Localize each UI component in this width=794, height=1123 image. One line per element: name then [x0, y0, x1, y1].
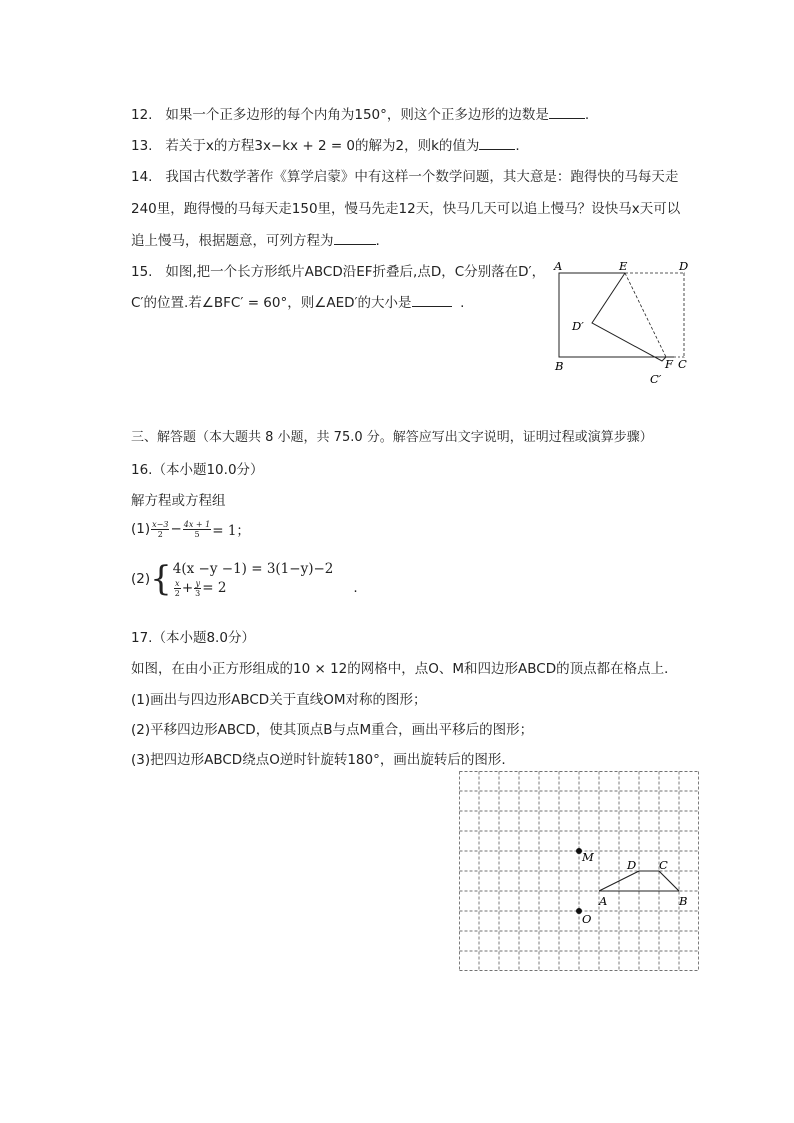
q17-part1: (1)画出与四边形ABCD关于直线OM对称的图形；	[131, 692, 427, 708]
question-15-line1	[131, 260, 545, 280]
q16-p1-rhs: = 1；	[212, 523, 250, 539]
rectangle-abcd	[559, 273, 684, 357]
denominator: 2	[174, 588, 180, 598]
q15-end: .	[460, 295, 465, 311]
q14-line1: 我国古代数学著作《算学启蒙》中有这样一个数学问题，其大意是：跑得快的马每天走	[165, 169, 679, 185]
label-a: A	[599, 894, 608, 908]
numerator: 4x + 1	[183, 519, 211, 529]
fraction-2	[183, 520, 211, 539]
label-b: B	[555, 359, 564, 373]
answer-blank[interactable]	[334, 232, 376, 245]
answer-blank[interactable]	[412, 294, 452, 307]
q16-p2-label: (2)	[131, 571, 151, 587]
q17-intro: 如图，在由小正方形组成的10 × 12的网格中，点O、M和四边形ABCD的顶点都在格点上．	[131, 661, 678, 677]
fraction-x	[174, 579, 181, 598]
q13-text: 若关于x的方程3x−kx + 2 = 0的解为2，则k的值为	[165, 138, 480, 154]
numerator: x	[175, 578, 180, 588]
label-o: O	[582, 912, 592, 926]
equation-1: 4(x −y −1) = 3(1−y)−2	[172, 561, 334, 577]
q12-end: .	[584, 107, 590, 123]
q13-end: .	[515, 138, 520, 154]
fraction-y	[194, 579, 201, 598]
label-c: C	[678, 357, 687, 371]
answer-blank[interactable]	[479, 137, 515, 150]
answer-blank[interactable]	[549, 106, 585, 119]
label-e: E	[619, 259, 628, 273]
numerator: y	[195, 578, 200, 588]
q16-part1	[131, 519, 250, 539]
question-15-line2	[131, 291, 464, 311]
question-12	[131, 103, 589, 123]
label-f: F	[665, 357, 673, 371]
side-cb	[659, 871, 679, 891]
minus-sign: −	[170, 521, 182, 537]
numerator: x−3	[152, 519, 169, 529]
denominator: 2	[157, 529, 163, 539]
denominator: 3	[195, 588, 201, 598]
label-a: A	[554, 259, 563, 273]
label-d: D	[627, 858, 637, 872]
grid-figure	[459, 771, 699, 971]
q17-part2: (2)平移四边形ABCD，使其顶点B与点M重合，画出平移后的图形；	[131, 722, 534, 738]
question-14-line3	[131, 229, 380, 249]
label-b: B	[679, 894, 688, 908]
question-13	[131, 134, 520, 154]
q15-number: 15.	[131, 264, 153, 280]
q16-intro: 解方程或方程组	[131, 493, 226, 509]
q16-p2-end: .	[353, 580, 358, 596]
label-d-prime: D′	[572, 319, 584, 333]
q17-part3: (3)把四边形ABCD绕点O逆时针旋转180°，画出旋转后的图形.	[131, 752, 506, 768]
equation-2	[173, 578, 334, 598]
plus-sign: +	[181, 580, 194, 596]
q12-number: 12.	[131, 107, 153, 123]
fraction-1	[151, 520, 169, 539]
q14-line2: 240里，跑得慢的马每天走150里，慢马先走12天，快马几天可以追上慢马？设快马x天可以	[131, 201, 681, 217]
q16-p2-rhs: = 2	[202, 580, 227, 596]
q14-number: 14.	[131, 169, 153, 185]
equation-system	[173, 560, 334, 598]
label-m: M	[582, 850, 594, 864]
question-14-line1	[131, 165, 678, 185]
q14-line3: 追上慢马，根据题意，可列方程为	[131, 233, 334, 249]
q15-line2: C′的位置.若∠BFC′ = 60°，则∠AED′的大小是	[131, 295, 412, 311]
system-brace: {	[150, 559, 172, 599]
label-c: C	[659, 858, 668, 872]
q13-number: 13.	[131, 138, 153, 154]
denominator: 5	[194, 529, 200, 539]
q15-line1: 如图,把一个长方形纸片ABCD沿EF折叠后,点D，C分别落在D′，	[165, 264, 546, 280]
q16-p1-label: (1)	[131, 521, 151, 537]
label-d: D	[679, 259, 689, 273]
q12-text: 如果一个正多边形的每个内角为150°，则这个正多边形的边数是	[165, 107, 549, 123]
section-title: 三、解答题（本大题共 8 小题，共 75.0 分。解答应写出文字说明，证明过程或演算步骤）	[131, 430, 653, 445]
fold-figure	[550, 254, 700, 389]
folded-flap	[592, 273, 666, 361]
q16-header: 16.（本小题10.0分）	[131, 462, 264, 478]
label-c-prime: C′	[650, 372, 662, 386]
q17-header: 17.（本小题8.0分）	[131, 630, 255, 646]
q16-part2	[131, 560, 358, 598]
q14-end: .	[375, 233, 380, 249]
